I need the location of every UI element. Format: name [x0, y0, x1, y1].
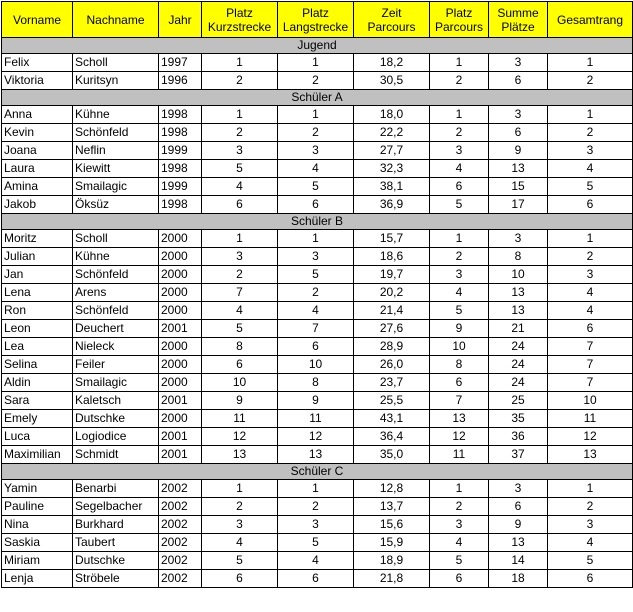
cell-last-name: Scholl: [73, 230, 159, 248]
cell-sum-places: 17: [489, 196, 548, 214]
cell-time-course: 20,2: [354, 284, 430, 302]
cell-last-name: Ströbele: [73, 570, 159, 588]
cell-sum-places: 8: [489, 248, 548, 266]
cell-place-short: 5: [202, 552, 278, 570]
cell-place-course: 3: [430, 142, 489, 160]
cell-first-name: Leon: [2, 320, 73, 338]
cell-sum-places: 25: [489, 392, 548, 410]
cell-first-name: Jakob: [2, 196, 73, 214]
cell-first-name: Maximilian: [2, 446, 73, 464]
group-header-row: [2, 90, 633, 106]
table-row: [2, 124, 633, 142]
cell-year: 2000: [159, 356, 202, 374]
cell-first-name: Lena: [2, 284, 73, 302]
cell-place-long: 12: [278, 428, 354, 446]
cell-last-name: Smailagic: [73, 178, 159, 196]
table-row: [2, 160, 633, 178]
cell-overall-rank: 7: [548, 356, 633, 374]
cell-first-name: Anna: [2, 106, 73, 124]
cell-sum-places: 6: [489, 124, 548, 142]
cell-place-short: 5: [202, 320, 278, 338]
cell-place-long: 5: [278, 534, 354, 552]
column-header-overall-rank: Gesamtrang: [548, 2, 633, 38]
cell-first-name: Jan: [2, 266, 73, 284]
table-row: [2, 374, 633, 392]
column-header-first-name: Vorname: [2, 2, 73, 38]
cell-time-course: 15,6: [354, 516, 430, 534]
cell-last-name: Kühne: [73, 248, 159, 266]
cell-sum-places: 3: [489, 480, 548, 498]
table-row: [2, 142, 633, 160]
cell-last-name: Burkhard: [73, 516, 159, 534]
cell-last-name: Schönfeld: [73, 124, 159, 142]
cell-place-long: 2: [278, 72, 354, 90]
cell-first-name: Ron: [2, 302, 73, 320]
cell-year: 1999: [159, 142, 202, 160]
cell-place-long: 6: [278, 196, 354, 214]
table-row: [2, 534, 633, 552]
cell-overall-rank: 7: [548, 338, 633, 356]
table-row: [2, 230, 633, 248]
cell-place-short: 9: [202, 392, 278, 410]
table-row: [2, 320, 633, 338]
cell-year: 1996: [159, 72, 202, 90]
column-header-last-name: Nachname: [73, 2, 159, 38]
cell-sum-places: 6: [489, 498, 548, 516]
cell-sum-places: 3: [489, 106, 548, 124]
cell-first-name: Pauline: [2, 498, 73, 516]
column-header-place-short: Platz Kurzstrecke: [202, 2, 278, 38]
table-row: [2, 552, 633, 570]
cell-last-name: Smailagic: [73, 374, 159, 392]
cell-place-short: 10: [202, 374, 278, 392]
cell-first-name: Julian: [2, 248, 73, 266]
cell-overall-rank: 1: [548, 480, 633, 498]
cell-year: 2000: [159, 230, 202, 248]
cell-time-course: 27,6: [354, 320, 430, 338]
cell-place-course: 7: [430, 392, 489, 410]
results-table: [1, 1, 633, 588]
cell-place-long: 5: [278, 266, 354, 284]
cell-last-name: Schönfeld: [73, 266, 159, 284]
cell-place-course: 8: [430, 356, 489, 374]
table-row: [2, 410, 633, 428]
table-row: [2, 446, 633, 464]
cell-place-long: 3: [278, 142, 354, 160]
cell-place-long: 3: [278, 516, 354, 534]
cell-place-course: 6: [430, 374, 489, 392]
cell-time-course: 26,0: [354, 356, 430, 374]
cell-place-short: 11: [202, 410, 278, 428]
cell-last-name: Kühne: [73, 106, 159, 124]
cell-place-short: 6: [202, 196, 278, 214]
cell-time-course: 43,1: [354, 410, 430, 428]
cell-place-short: 1: [202, 106, 278, 124]
group-header-row: [2, 38, 633, 54]
cell-first-name: Miriam: [2, 552, 73, 570]
cell-place-course: 12: [430, 428, 489, 446]
cell-time-course: 36,9: [354, 196, 430, 214]
cell-place-course: 1: [430, 106, 489, 124]
cell-last-name: Deuchert: [73, 320, 159, 338]
cell-place-course: 6: [430, 178, 489, 196]
group-title: Schüler A: [2, 90, 633, 106]
cell-year: 2002: [159, 516, 202, 534]
cell-overall-rank: 1: [548, 230, 633, 248]
cell-place-long: 11: [278, 410, 354, 428]
cell-sum-places: 13: [489, 534, 548, 552]
cell-place-course: 11: [430, 446, 489, 464]
cell-sum-places: 3: [489, 54, 548, 72]
cell-time-course: 21,4: [354, 302, 430, 320]
cell-place-short: 5: [202, 160, 278, 178]
cell-first-name: Laura: [2, 160, 73, 178]
cell-place-course: 2: [430, 124, 489, 142]
cell-place-long: 4: [278, 160, 354, 178]
cell-place-course: 3: [430, 516, 489, 534]
cell-year: 2001: [159, 392, 202, 410]
cell-first-name: Viktoria: [2, 72, 73, 90]
table-row: [2, 106, 633, 124]
cell-first-name: Lenja: [2, 570, 73, 588]
cell-place-course: 5: [430, 552, 489, 570]
table-row: [2, 284, 633, 302]
cell-overall-rank: 1: [548, 106, 633, 124]
cell-place-course: 9: [430, 320, 489, 338]
cell-place-long: 2: [278, 498, 354, 516]
cell-year: 1998: [159, 106, 202, 124]
cell-overall-rank: 13: [548, 446, 633, 464]
cell-sum-places: 9: [489, 516, 548, 534]
group-header-row: [2, 464, 633, 480]
cell-sum-places: 21: [489, 320, 548, 338]
column-header-time-course: Zeit Parcours: [354, 2, 430, 38]
cell-year: 1999: [159, 178, 202, 196]
group-header-row: [2, 214, 633, 230]
cell-place-short: 2: [202, 498, 278, 516]
cell-time-course: 15,9: [354, 534, 430, 552]
cell-place-short: 4: [202, 302, 278, 320]
cell-first-name: Emely: [2, 410, 73, 428]
cell-year: 2002: [159, 552, 202, 570]
table-row: [2, 178, 633, 196]
cell-place-course: 2: [430, 248, 489, 266]
cell-sum-places: 37: [489, 446, 548, 464]
cell-place-short: 3: [202, 248, 278, 266]
column-header-year: Jahr: [159, 2, 202, 38]
cell-year: 2002: [159, 498, 202, 516]
cell-place-course: 6: [430, 570, 489, 588]
cell-time-course: 18,6: [354, 248, 430, 266]
cell-sum-places: 13: [489, 302, 548, 320]
cell-sum-places: 35: [489, 410, 548, 428]
cell-time-course: 22,2: [354, 124, 430, 142]
cell-place-short: 7: [202, 284, 278, 302]
cell-first-name: Luca: [2, 428, 73, 446]
cell-overall-rank: 3: [548, 516, 633, 534]
cell-year: 2002: [159, 534, 202, 552]
cell-year: 2001: [159, 446, 202, 464]
cell-time-course: 23,7: [354, 374, 430, 392]
cell-overall-rank: 6: [548, 320, 633, 338]
table-row: [2, 338, 633, 356]
cell-first-name: Felix: [2, 54, 73, 72]
cell-place-short: 8: [202, 338, 278, 356]
cell-last-name: Dutschke: [73, 410, 159, 428]
cell-place-long: 4: [278, 552, 354, 570]
cell-year: 2000: [159, 374, 202, 392]
table-row: [2, 54, 633, 72]
table-row: [2, 356, 633, 374]
cell-last-name: Kiewitt: [73, 160, 159, 178]
cell-overall-rank: 2: [548, 72, 633, 90]
cell-year: 1998: [159, 196, 202, 214]
cell-place-short: 2: [202, 266, 278, 284]
cell-place-long: 10: [278, 356, 354, 374]
cell-time-course: 21,8: [354, 570, 430, 588]
table-row: [2, 196, 633, 214]
cell-place-course: 5: [430, 302, 489, 320]
cell-place-short: 3: [202, 516, 278, 534]
cell-sum-places: 24: [489, 338, 548, 356]
cell-place-long: 13: [278, 446, 354, 464]
group-title: Schüler C: [2, 464, 633, 480]
cell-place-short: 6: [202, 570, 278, 588]
cell-place-course: 5: [430, 196, 489, 214]
cell-place-short: 2: [202, 72, 278, 90]
cell-sum-places: 13: [489, 160, 548, 178]
cell-place-short: 2: [202, 124, 278, 142]
table-row: [2, 302, 633, 320]
cell-place-short: 1: [202, 230, 278, 248]
cell-sum-places: 9: [489, 142, 548, 160]
cell-place-course: 13: [430, 410, 489, 428]
cell-place-course: 1: [430, 230, 489, 248]
cell-place-course: 1: [430, 480, 489, 498]
cell-last-name: Arens: [73, 284, 159, 302]
cell-last-name: Benarbi: [73, 480, 159, 498]
cell-place-long: 3: [278, 248, 354, 266]
cell-overall-rank: 5: [548, 552, 633, 570]
cell-time-course: 19,7: [354, 266, 430, 284]
cell-place-course: 4: [430, 534, 489, 552]
cell-last-name: Segelbacher: [73, 498, 159, 516]
table-row: [2, 516, 633, 534]
cell-place-course: 4: [430, 160, 489, 178]
table-row: [2, 428, 633, 446]
cell-time-course: 35,0: [354, 446, 430, 464]
cell-year: 2000: [159, 302, 202, 320]
cell-time-course: 32,3: [354, 160, 430, 178]
cell-time-course: 25,5: [354, 392, 430, 410]
column-header-place-long: Platz Langstrecke: [278, 2, 354, 38]
cell-last-name: Taubert: [73, 534, 159, 552]
cell-year: 2001: [159, 428, 202, 446]
cell-overall-rank: 2: [548, 498, 633, 516]
cell-place-long: 8: [278, 374, 354, 392]
cell-sum-places: 15: [489, 178, 548, 196]
cell-overall-rank: 4: [548, 160, 633, 178]
cell-time-course: 28,9: [354, 338, 430, 356]
header-row: [2, 2, 633, 38]
cell-overall-rank: 10: [548, 392, 633, 410]
cell-place-long: 6: [278, 338, 354, 356]
cell-year: 1998: [159, 124, 202, 142]
cell-year: 2002: [159, 480, 202, 498]
table-row: [2, 248, 633, 266]
cell-year: 2000: [159, 338, 202, 356]
cell-place-long: 2: [278, 124, 354, 142]
cell-year: 2000: [159, 284, 202, 302]
cell-overall-rank: 6: [548, 196, 633, 214]
cell-last-name: Dutschke: [73, 552, 159, 570]
cell-first-name: Yamin: [2, 480, 73, 498]
cell-place-long: 1: [278, 480, 354, 498]
cell-time-course: 18,2: [354, 54, 430, 72]
cell-place-long: 6: [278, 570, 354, 588]
cell-last-name: Logiodice: [73, 428, 159, 446]
cell-year: 2000: [159, 266, 202, 284]
cell-place-long: 1: [278, 54, 354, 72]
cell-first-name: Lea: [2, 338, 73, 356]
cell-year: 2002: [159, 570, 202, 588]
table-row: [2, 480, 633, 498]
cell-overall-rank: 4: [548, 534, 633, 552]
cell-sum-places: 10: [489, 266, 548, 284]
cell-first-name: Saskia: [2, 534, 73, 552]
cell-sum-places: 24: [489, 374, 548, 392]
cell-time-course: 38,1: [354, 178, 430, 196]
cell-year: 2001: [159, 320, 202, 338]
cell-sum-places: 13: [489, 284, 548, 302]
cell-time-course: 27,7: [354, 142, 430, 160]
cell-sum-places: 36: [489, 428, 548, 446]
cell-year: 1997: [159, 54, 202, 72]
cell-first-name: Kevin: [2, 124, 73, 142]
cell-overall-rank: 11: [548, 410, 633, 428]
cell-time-course: 15,7: [354, 230, 430, 248]
cell-place-short: 1: [202, 54, 278, 72]
cell-place-long: 4: [278, 302, 354, 320]
cell-sum-places: 3: [489, 230, 548, 248]
cell-overall-rank: 12: [548, 428, 633, 446]
cell-place-long: 5: [278, 178, 354, 196]
table-row: [2, 570, 633, 588]
cell-overall-rank: 2: [548, 124, 633, 142]
cell-overall-rank: 4: [548, 302, 633, 320]
cell-last-name: Nieleck: [73, 338, 159, 356]
column-header-place-course: Platz Parcours: [430, 2, 489, 38]
cell-place-short: 3: [202, 142, 278, 160]
cell-first-name: Amina: [2, 178, 73, 196]
cell-overall-rank: 6: [548, 570, 633, 588]
cell-place-course: 1: [430, 54, 489, 72]
cell-overall-rank: 1: [548, 54, 633, 72]
cell-first-name: Aldin: [2, 374, 73, 392]
cell-place-course: 10: [430, 338, 489, 356]
cell-time-course: 30,5: [354, 72, 430, 90]
cell-place-long: 9: [278, 392, 354, 410]
cell-first-name: Nina: [2, 516, 73, 534]
cell-place-course: 3: [430, 266, 489, 284]
cell-time-course: 18,9: [354, 552, 430, 570]
cell-sum-places: 6: [489, 72, 548, 90]
cell-last-name: Feiler: [73, 356, 159, 374]
cell-overall-rank: 3: [548, 266, 633, 284]
cell-time-course: 12,8: [354, 480, 430, 498]
cell-place-short: 4: [202, 534, 278, 552]
cell-place-long: 2: [278, 284, 354, 302]
cell-last-name: Öksüz: [73, 196, 159, 214]
cell-place-short: 12: [202, 428, 278, 446]
cell-place-short: 13: [202, 446, 278, 464]
cell-place-course: 4: [430, 284, 489, 302]
cell-overall-rank: 7: [548, 374, 633, 392]
cell-first-name: Moritz: [2, 230, 73, 248]
table-row: [2, 266, 633, 284]
group-title: Jugend: [2, 38, 633, 54]
cell-place-long: 1: [278, 230, 354, 248]
cell-last-name: Schmidt: [73, 446, 159, 464]
cell-year: 1998: [159, 160, 202, 178]
cell-first-name: Joana: [2, 142, 73, 160]
table-row: [2, 392, 633, 410]
cell-year: 2000: [159, 248, 202, 266]
cell-place-long: 1: [278, 106, 354, 124]
cell-place-short: 4: [202, 178, 278, 196]
cell-overall-rank: 4: [548, 284, 633, 302]
cell-sum-places: 18: [489, 570, 548, 588]
cell-last-name: Neflin: [73, 142, 159, 160]
cell-sum-places: 24: [489, 356, 548, 374]
table-row: [2, 498, 633, 516]
cell-last-name: Schönfeld: [73, 302, 159, 320]
cell-time-course: 13,7: [354, 498, 430, 516]
table-row: [2, 72, 633, 90]
cell-overall-rank: 3: [548, 142, 633, 160]
cell-first-name: Selina: [2, 356, 73, 374]
group-title: Schüler B: [2, 214, 633, 230]
cell-overall-rank: 5: [548, 178, 633, 196]
cell-year: 2000: [159, 410, 202, 428]
cell-last-name: Kaletsch: [73, 392, 159, 410]
cell-place-short: 1: [202, 480, 278, 498]
cell-sum-places: 14: [489, 552, 548, 570]
cell-time-course: 18,0: [354, 106, 430, 124]
cell-place-course: 2: [430, 72, 489, 90]
cell-first-name: Sara: [2, 392, 73, 410]
cell-last-name: Scholl: [73, 54, 159, 72]
cell-last-name: Kuritsyn: [73, 72, 159, 90]
cell-place-course: 2: [430, 498, 489, 516]
cell-overall-rank: 2: [548, 248, 633, 266]
cell-place-long: 7: [278, 320, 354, 338]
column-header-sum-places: Summe Plätze: [489, 2, 548, 38]
cell-time-course: 36,4: [354, 428, 430, 446]
cell-place-short: 6: [202, 356, 278, 374]
